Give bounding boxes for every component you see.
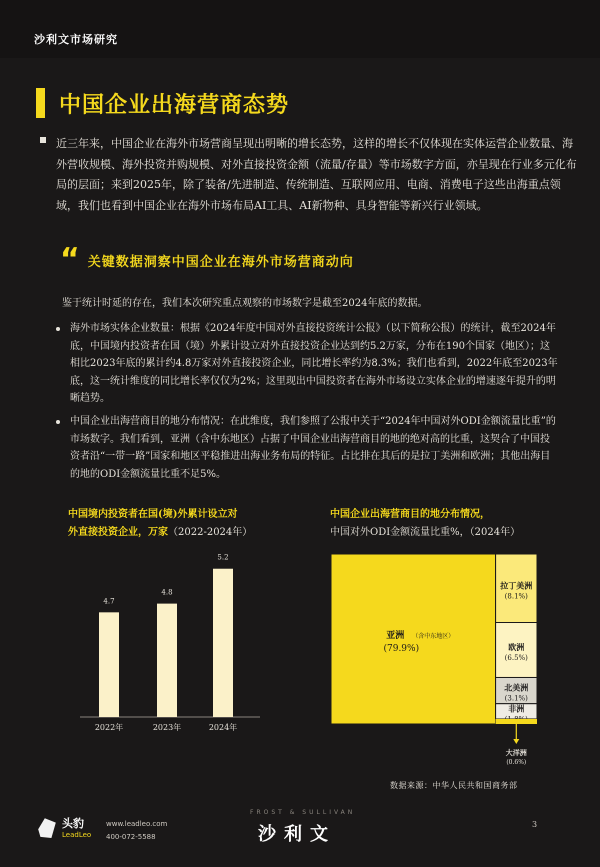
treemap-label-value: (79.9%)	[383, 644, 420, 654]
bar-chart	[60, 550, 280, 735]
data-note: 鉴于统计时延的存在，我们本次研究重点观察的市场数字是截至2024年底的数据。	[62, 298, 428, 309]
bar-chart-title-line1: 中国境内投资者在国(境)外累计设立对	[68, 509, 238, 520]
section-title: 关键数据洞察中国企业在海外市场营商动向	[87, 254, 354, 270]
pointer-arrow-head	[513, 739, 519, 744]
treemap-label-sub: （含中东地区）	[412, 633, 455, 640]
bullet-text: 中国企业出海营商目的地分布情况：在此维度，我们参照了公报中关于“2024年中国对外ODI金额流量比重”的市场数字。我们看到，亚洲（含中东地区）占据了中国企业出海营商目的地的绝对高的比重，这契合了中国投资者沿“一带一路”国家和地区平稳推进出海业务布局的特征。占比排在其后的是拉丁美洲和欧洲；其他出海目的地的ODI金额流量比重不足5%。	[70, 416, 556, 480]
page-title: 中国企业出海营商态势	[59, 91, 290, 118]
bullet-item	[70, 320, 558, 408]
quote-icon: “	[60, 242, 80, 277]
contact-info	[106, 818, 167, 844]
section-heading	[60, 242, 354, 277]
bar-value-label: 4.7	[103, 597, 115, 606]
brand-label: 沙利文市场研究	[34, 33, 118, 46]
website-link[interactable]: www.leadleo.com	[106, 820, 168, 828]
phone-number: 400-072-5588	[106, 833, 156, 841]
page-number: 3	[532, 820, 538, 829]
bullet-dot-icon	[56, 420, 60, 424]
top-bar	[0, 0, 600, 58]
treemap-label-name: 欧洲	[508, 641, 525, 652]
treemap-label-name: 大洋洲	[505, 748, 527, 757]
treemap-label-value: (0.6%)	[506, 759, 527, 766]
leadleo-en: LeadLeo	[62, 831, 92, 839]
treemap-label-value: (6.5%)	[504, 653, 528, 662]
bar	[213, 569, 233, 717]
treemap-label-name: 亚洲	[386, 631, 405, 641]
x-tick-label: 2022年	[94, 723, 124, 732]
bar-value-label: 5.2	[217, 553, 229, 562]
bar	[157, 604, 177, 717]
bar-chart-title	[68, 506, 308, 542]
leadleo-logo	[36, 815, 91, 839]
shaliwen-logo: 沙利文	[258, 824, 336, 845]
x-tick-label: 2024年	[208, 723, 238, 732]
frost-sullivan-en: FROST & SULLIVAN	[250, 809, 356, 816]
treemap-label-name: 北美洲	[504, 682, 529, 693]
square-bullet-icon	[40, 137, 46, 143]
intro-text: 近三年来，中国企业在海外市场营商呈现出明晰的增长态势，这样的增长不仅体现在实体运营企业数量、海外营收规模、海外投资并购规模、对外直接投资金额（流量/存量）等市场数字方面，亦呈现在行业多元化布局的层面；来到2025年，除了装备/先进制造、传统制造、互联网应用、电商、消费电子这些出海重点领域，我们也看到中国企业在海外市场布局AI工具、AI新物种、具身智能等新兴行业领域。	[56, 137, 577, 212]
treemap-label-name: 拉丁美洲	[500, 580, 533, 591]
treemap-chart-title	[330, 506, 570, 542]
treemap-label-value: (3.1%)	[504, 694, 528, 703]
intro-paragraph	[56, 134, 578, 216]
treemap-chart	[320, 550, 560, 770]
treemap-label-name: 非洲	[508, 703, 525, 714]
page-title-block	[36, 86, 289, 120]
bullet-item	[70, 413, 558, 483]
bar-chart-title-line2: 外直接投资企业，万家	[68, 527, 168, 538]
bullet-dot-icon	[56, 327, 60, 331]
bar-value-label: 4.8	[161, 588, 173, 597]
x-tick-label: 2023年	[152, 723, 182, 732]
treemap-title-line1: 中国企业出海营商目的地分布情况，	[330, 509, 490, 520]
title-accent-bar	[36, 88, 45, 118]
treemap-title-line2: 中国对外ODI金额流量比重%，（2024年）	[330, 527, 521, 538]
leopard-logo-icon	[36, 816, 58, 838]
treemap-cell-oceania	[496, 719, 537, 724]
bar-chart-title-years: （2022-2024年）	[168, 527, 253, 538]
leadleo-name: 头豹	[62, 817, 84, 830]
treemap-label-value: (8.1%)	[504, 592, 528, 601]
bar	[99, 612, 119, 717]
bullet-text: 海外市场实体企业数量：根据《2024年度中国对外直接投资统计公报》（以下简称公报）的统计，截至2024年底，中国境内投资者在国（境）外累计设立对外直接投资企业达到约5.2万家，分布在190个国家（地区）；这相比2023年底的累计约4.8万家对外直接投资企业，同比增长率约为8.3%；我们也看到，2022年底至2023年底，这一统计维度的同比增长率仅仅为2%；这里现出中国投资者在海外市场设立实体企业的增速逐年提升的明晰趋势。	[70, 323, 558, 404]
source-note: 数据来源：中华人民共和国商务部	[390, 781, 518, 790]
